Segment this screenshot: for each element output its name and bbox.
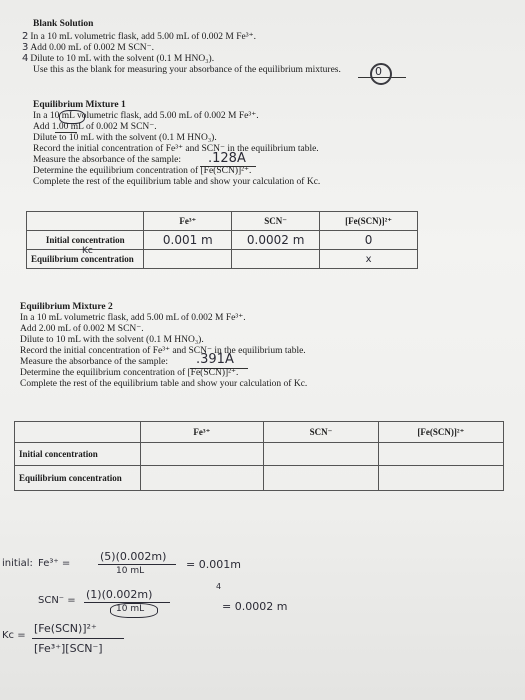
table-header-scn: SCN⁻ <box>264 422 379 443</box>
work-fe-label: Fe³⁺ = <box>38 558 71 569</box>
mixture1-line: Complete the rest of the equilibrium table and show your calculation of Kc. <box>33 177 321 187</box>
mixture1-line: Determine the equilibrium concentration of [Fe(SCN)]²⁺. <box>33 166 252 176</box>
cell-initial-scn <box>264 443 379 466</box>
work-kc-label: Kc = <box>2 630 26 641</box>
mixture1-equilibrium-table <box>26 211 418 269</box>
work-initial-label: initial: <box>2 558 33 569</box>
fraction-bar <box>32 638 124 639</box>
step-number: 3 <box>22 42 29 53</box>
mixture1-line: Add 1.00 mL of 0.002 M SCN⁻. <box>33 122 157 132</box>
step-text: Add 0.00 mL of 0.002 M SCN⁻. <box>30 43 155 53</box>
mixture1-line: Dilute to 10 mL with the solvent (0.1 M HNO₃). <box>33 133 217 143</box>
mixture2-equilibrium-table <box>14 421 504 491</box>
fraction-bar <box>98 564 176 565</box>
work-kc-numerator: [Fe(SCN)]²⁺ <box>34 622 97 635</box>
work-fe-denominator: 10 mL <box>116 566 145 576</box>
row-label-equilibrium: Equilibrium concentration <box>27 250 144 269</box>
step-number: 4 <box>22 53 29 64</box>
mixture1-line: Record the initial concentration of Fe³⁺ and SCN⁻ in the equilibrium table. <box>33 144 319 154</box>
handwritten-kc-note: Kc <box>82 246 93 256</box>
cell-eq-fe <box>144 250 232 269</box>
work-fe-result: = 0.001m <box>186 558 241 571</box>
work-scn-denominator: 10 mL <box>116 604 145 614</box>
table-corner-cell <box>27 212 144 231</box>
work-scn-result: = 0.0002 m <box>222 600 288 613</box>
step-text: Dilute to 10 mL with the solvent (0.1 M HNO₃). <box>30 54 215 64</box>
mixture2-absorbance-value: .391A <box>196 352 234 367</box>
cell-initial-fe: 0.001 m <box>144 231 232 250</box>
blank-answer: 0 <box>375 65 382 78</box>
mixture2-line: Determine the equilibrium concentration of [Fe(SCN)]²⁺. <box>20 368 239 378</box>
mixture1-title: Equilibrium Mixture 1 <box>33 100 126 110</box>
cell-eq-fescn: x <box>320 250 418 269</box>
row-label-equilibrium: Equilibrium concentration <box>15 466 141 491</box>
cell-initial-fescn: 0 <box>320 231 418 250</box>
mixture2-line: In a 10 mL volumetric flask, add 5.00 mL of 0.002 M Fe³⁺. <box>20 313 246 323</box>
mixture1-absorbance-value: .128A <box>208 151 246 166</box>
cell-eq-scn <box>232 250 320 269</box>
mixture2-line: Add 2.00 mL of 0.002 M SCN⁻. <box>20 324 144 334</box>
table-header-fe: Fe³⁺ <box>140 422 264 443</box>
table-corner-cell <box>15 422 141 443</box>
table-row <box>15 443 504 466</box>
cell-initial-fescn <box>378 443 503 466</box>
blank-solution-title: Blank Solution <box>33 19 94 29</box>
table-header-scn: SCN⁻ <box>232 212 320 231</box>
mixture2-line: Record the initial concentration of Fe³⁺ and SCN⁻ in the equilibrium table. <box>20 346 306 356</box>
table-header-fe: Fe³⁺ <box>144 212 232 231</box>
table-row <box>15 466 504 491</box>
cell-eq-fescn <box>378 466 503 491</box>
table-header-fescn: [Fe(SCN)]²⁺ <box>320 212 418 231</box>
work-small-mark: 4 <box>216 582 222 591</box>
table-header-fescn: [Fe(SCN)]²⁺ <box>378 422 503 443</box>
row-label-initial: Initial concentration <box>27 231 144 250</box>
work-scn-label: SCN⁻ = <box>38 595 76 606</box>
mixture2-line: Complete the rest of the equilibrium table and show your calculation of Kc. <box>20 379 308 389</box>
step-text: In a 10 mL volumetric flask, add 5.00 mL of 0.002 M Fe³⁺. <box>30 32 256 42</box>
mixture2-absorbance-prompt: Measure the absorbance of the sample: <box>20 357 168 367</box>
blank-step-4 <box>22 53 214 65</box>
work-scn-numerator: (1)(0.002m) <box>86 588 153 601</box>
table-header-row <box>15 422 504 443</box>
work-fe-numerator: (5)(0.002m) <box>100 550 167 563</box>
mixture2-title: Equilibrium Mixture 2 <box>20 302 113 312</box>
cell-initial-fe <box>140 443 264 466</box>
table-header-row <box>27 212 418 231</box>
mixture2-line: Dilute to 10 mL with the solvent (0.1 M HNO₃). <box>20 335 204 345</box>
step-number: 2 <box>22 31 29 42</box>
blank-instruction: Use this as the blank for measuring your absorbance of the equilibrium mixtures. <box>33 65 341 75</box>
mixture1-absorbance-prompt: Measure the absorbance of the sample: <box>33 155 181 165</box>
mixture1-line: In a 10 mL volumetric flask, add 5.00 mL of 0.002 M Fe³⁺. <box>33 111 259 121</box>
cell-eq-fe <box>140 466 264 491</box>
cell-initial-scn: 0.0002 m <box>232 231 320 250</box>
work-kc-denominator: [Fe³⁺][SCN⁻] <box>34 642 103 655</box>
cell-eq-scn <box>264 466 379 491</box>
row-label-initial: Initial concentration <box>15 443 141 466</box>
